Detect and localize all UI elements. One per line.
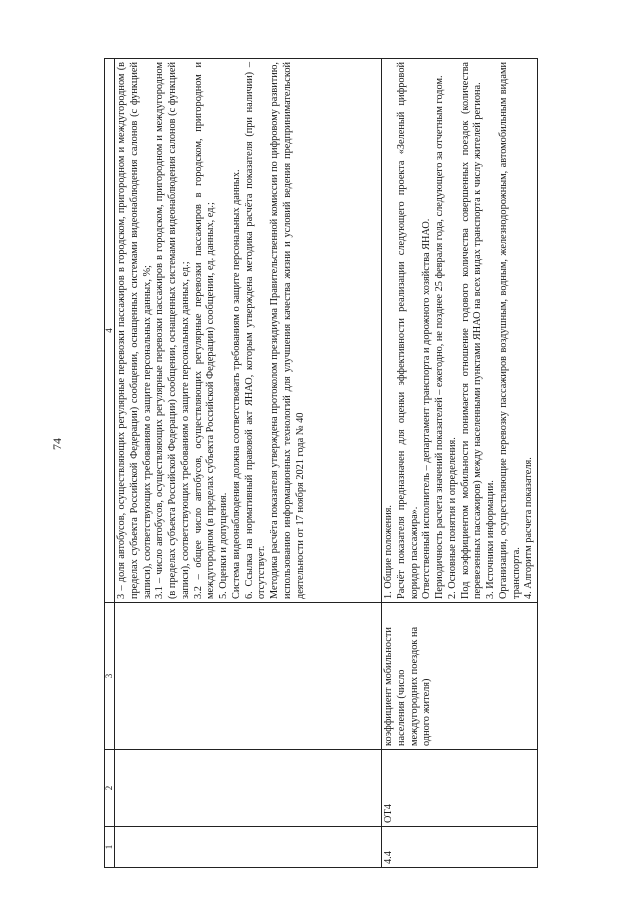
- cell-code: ОТ4: [382, 750, 538, 827]
- methodology-line: 2. Основные понятия и определения.: [446, 437, 458, 599]
- cell-indicator-name: [115, 603, 382, 750]
- methodology-line: Расчёт показателя предназначен для оценки эффективности реализации следующего проекта «Зеленый цифровой коридор пассажира».: [395, 62, 420, 599]
- header-col-4: 4: [105, 59, 115, 603]
- cell-methodology: [115, 59, 382, 603]
- header-col-2: 2: [105, 750, 115, 827]
- cell-number: 4.4: [382, 827, 538, 868]
- methodology-line: Организации, осуществляющие перевозку пассажиров воздушным, водным, железнодорожным, автомобильным видами транспорта.: [497, 62, 522, 599]
- methodology-line: Методика расчёта показателя утверждена протоколом президиума Правительственной комиссии по цифровому развитию, использованию информационных технологий для улучшения качества жизни и условий ведения предпринимательской деятельности от 17 ноября 2021 года № 40: [269, 62, 306, 599]
- header-col-3: 3: [105, 603, 115, 750]
- header-col-1: 1: [105, 827, 115, 868]
- methodology-line: Под коэффициентом мобильности понимается отношение годового количества совершенных поездок (количества перевезенных пассажиров) между населенными пунктами ЯНАО на всех видах транспорта к числу жителей региона.: [459, 62, 484, 599]
- methodology-line: 6. Ссылка на нормативный правовой акт ЯНАО, которым утверждена методика расчёта показателя (при наличии) – отсутствует.: [243, 62, 268, 599]
- methodology-line: 1. Общие положения.: [383, 505, 394, 599]
- table-row-4-4: [382, 59, 538, 868]
- methodology-line: 5. Оценки и допущения.: [218, 492, 230, 599]
- methodology-line: Периодичность расчета значений показателей – ежегодно, не позднее 25 февраля года, следующего за отчетным годом.: [434, 75, 446, 599]
- methodology-line: Ответственный исполнитель – департамент транспорта и дорожного хозяйства ЯНАО.: [421, 218, 433, 599]
- table-row-continued: [115, 59, 382, 868]
- cell-number: [115, 827, 382, 868]
- methodology-line: 3.1 – число автобусов, осуществляющих регулярные перевозки пассажиров в городском, пригородном и междугородном (в пределах субъекта Российской Федерации) сообщении, оснащенных системами видеонаблюдения салонов (с функцией записи), соответствующих требованиям о защите персональных данных, ед.;: [154, 62, 191, 599]
- cell-methodology: [382, 59, 538, 603]
- methodology-line: Система видеонаблюдения должна соответствовать требованиям о защите персональных данных.: [230, 169, 242, 599]
- methodology-line: 3. Источники информации.: [485, 480, 497, 599]
- cell-indicator-name: коэффициент мобильности населения (число междугородних поездок на одного жителя): [382, 603, 538, 750]
- methodology-line: 3 – доля автобусов, осуществляющих регулярные перевозки пассажиров в городском, пригородном и междугородном (в пределах субъекта Российской Федерации) сообщении, оснащенных системами видеонаблюдения салонов (с функцией записи), соответствующих требованиям о защите персональных данных, %;: [116, 62, 153, 599]
- cell-code: [115, 750, 382, 827]
- methodology-line: 3.2 – общее число автобусов, осуществляющих регулярные перевозки пассажиров в городском, пригородном и междугородном (в пределах субъекта Российской Федерации) сообщении, ед. данных, ед.;: [192, 62, 217, 599]
- table-header-row: [105, 59, 115, 868]
- indicator-table: [104, 58, 538, 868]
- methodology-line: 4. Алгоритм расчета показателя.: [523, 457, 535, 599]
- rotated-page-content: [104, 58, 543, 868]
- page-number: 74: [50, 438, 64, 450]
